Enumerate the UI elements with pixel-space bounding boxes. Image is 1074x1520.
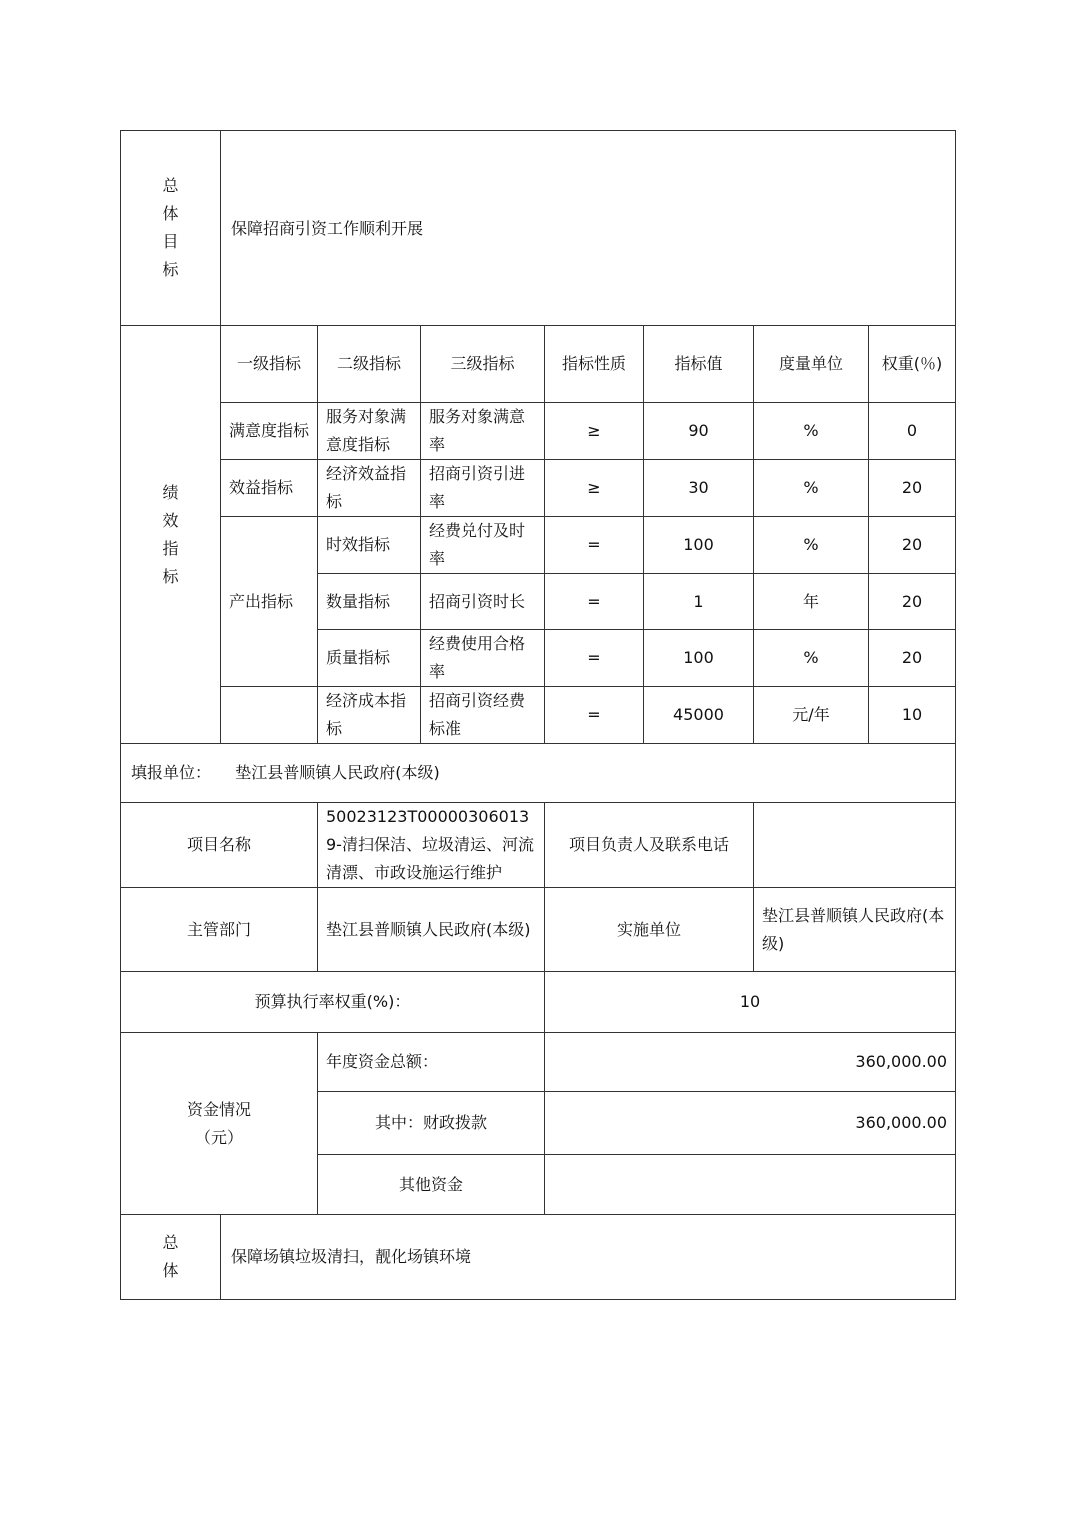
table-row <box>121 687 956 744</box>
level3-cell: 服务对象满意率 <box>421 403 545 460</box>
filing-unit-label: 填报单位： <box>131 763 212 782</box>
budget-weight-value: 10 <box>545 972 956 1033</box>
level2-cell: 质量指标 <box>318 630 421 687</box>
value-cell: 100 <box>644 517 754 574</box>
level2-cell: 时效指标 <box>318 517 421 574</box>
funds-total-label: 年度资金总额： <box>318 1033 545 1092</box>
header-level2: 二级指标 <box>318 326 421 403</box>
level2-cell: 数量指标 <box>318 574 421 630</box>
funds-fiscal-value: 360,000.00 <box>545 1092 956 1155</box>
nature-cell: = <box>545 574 644 630</box>
filing-unit-row <box>121 744 956 803</box>
overall-goal-row <box>121 131 956 326</box>
funds-total-value: 360,000.00 <box>545 1033 956 1092</box>
header-weight: 权重(％) <box>869 326 956 403</box>
unit-cell: % <box>754 403 869 460</box>
unit-cell: % <box>754 460 869 517</box>
project-name-label: 项目名称 <box>121 803 318 888</box>
performance-form-table <box>120 130 956 1300</box>
level2-cell: 经济效益指标 <box>318 460 421 517</box>
overall-goal-label-2: 总 体 <box>121 1215 221 1300</box>
overall-goal-text: 保障招商引资工作顺利开展 <box>221 131 956 326</box>
funds-total-row <box>121 1033 956 1092</box>
value-cell: 30 <box>644 460 754 517</box>
level3-cell: 招商引资引进率 <box>421 460 545 517</box>
nature-cell: = <box>545 687 644 744</box>
level2-cell: 服务对象满意度指标 <box>318 403 421 460</box>
level1-cell <box>221 687 318 744</box>
perf-indicators-label: 绩 效 指 标 <box>121 326 221 744</box>
funds-other-value <box>545 1155 956 1215</box>
funds-other-label: 其他资金 <box>318 1155 545 1215</box>
project-name-row <box>121 803 956 888</box>
table-row <box>121 517 956 574</box>
weight-cell: 20 <box>869 517 956 574</box>
department-label: 主管部门 <box>121 888 318 972</box>
level1-cell: 效益指标 <box>221 460 318 517</box>
funds-label: 资金情况 （元） <box>121 1033 318 1215</box>
level3-cell: 招商引资经费标准 <box>421 687 545 744</box>
weight-cell: 20 <box>869 460 956 517</box>
table-row <box>121 460 956 517</box>
perf-header-row <box>121 326 956 403</box>
nature-cell: = <box>545 517 644 574</box>
header-level1: 一级指标 <box>221 326 318 403</box>
weight-cell: 0 <box>869 403 956 460</box>
value-cell: 45000 <box>644 687 754 744</box>
header-nature: 指标性质 <box>545 326 644 403</box>
level3-cell: 招商引资时长 <box>421 574 545 630</box>
overall-goal-label: 总 体 目 标 <box>121 131 221 326</box>
value-cell: 100 <box>644 630 754 687</box>
nature-cell: ≥ <box>545 460 644 517</box>
budget-weight-label: 预算执行率权重(%)： <box>121 972 545 1033</box>
filing-unit-value: 垫江县普顺镇人民政府(本级) <box>235 763 440 782</box>
project-name-value: 50023123T000003060139-清扫保洁、垃圾清运、河流清漂、市政设施运行维护 <box>318 803 545 888</box>
overall-goal-text-2: 保障场镇垃圾清扫，靓化场镇环境 <box>221 1215 956 1300</box>
budget-weight-row <box>121 972 956 1033</box>
level3-cell: 经费使用合格率 <box>421 630 545 687</box>
implementing-unit-value: 垫江县普顺镇人民政府(本级) <box>754 888 956 972</box>
overall-goal-row-2 <box>121 1215 956 1300</box>
department-row <box>121 888 956 972</box>
unit-cell: 元/年 <box>754 687 869 744</box>
level2-cell: 经济成本指标 <box>318 687 421 744</box>
value-cell: 1 <box>644 574 754 630</box>
header-unit: 度量单位 <box>754 326 869 403</box>
level1-cell: 产出指标 <box>221 517 318 687</box>
header-value: 指标值 <box>644 326 754 403</box>
filing-unit-cell <box>121 744 956 803</box>
funds-fiscal-label: 其中：财政拨款 <box>318 1092 545 1155</box>
unit-cell: 年 <box>754 574 869 630</box>
level1-cell: 满意度指标 <box>221 403 318 460</box>
level3-cell: 经费兑付及时率 <box>421 517 545 574</box>
unit-cell: % <box>754 517 869 574</box>
contact-label: 项目负责人及联系电话 <box>545 803 754 888</box>
department-value: 垫江县普顺镇人民政府(本级) <box>318 888 545 972</box>
nature-cell: ≥ <box>545 403 644 460</box>
contact-value <box>754 803 956 888</box>
weight-cell: 20 <box>869 574 956 630</box>
value-cell: 90 <box>644 403 754 460</box>
nature-cell: = <box>545 630 644 687</box>
table-row <box>121 403 956 460</box>
weight-cell: 10 <box>869 687 956 744</box>
weight-cell: 20 <box>869 630 956 687</box>
unit-cell: % <box>754 630 869 687</box>
header-level3: 三级指标 <box>421 326 545 403</box>
implementing-unit-label: 实施单位 <box>545 888 754 972</box>
